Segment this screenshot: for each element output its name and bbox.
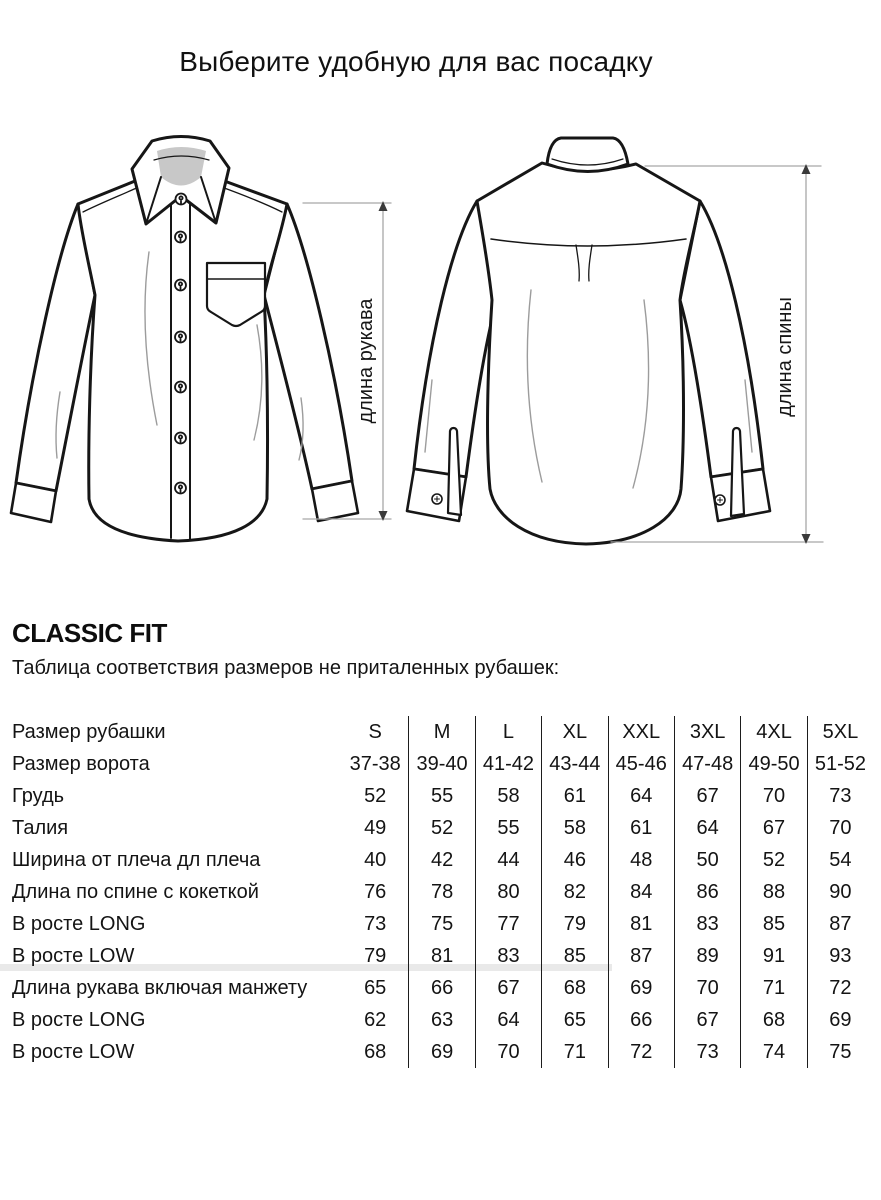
fit-heading: CLASSIC FIT — [12, 618, 167, 648]
size-value-cell: 64 — [475, 1004, 541, 1036]
size-value-cell: 93 — [807, 940, 873, 972]
size-value-cell: 37-38 — [349, 752, 401, 775]
row-label: Длина рукава включая манжету — [12, 976, 308, 999]
size-value-cell: 39-40 — [408, 748, 474, 780]
size-value-cell: 79 — [541, 908, 607, 940]
size-value-cell: 73 — [364, 912, 387, 935]
row-label: В росте LONG — [12, 912, 146, 935]
size-value-cell: 70 — [674, 972, 740, 1004]
size-value-cell: 75 — [807, 1036, 873, 1068]
back-length-label: длина спины — [774, 297, 796, 417]
front-left-cuff — [11, 483, 56, 522]
size-value-cell: 61 — [541, 780, 607, 812]
front-right-cuff — [312, 481, 358, 521]
size-value-cell: XXL — [608, 716, 674, 748]
size-value-cell: M — [408, 716, 474, 748]
page-title: Выберите удобную для вас посадку — [179, 46, 653, 77]
size-value-cell: 87 — [807, 908, 873, 940]
size-value-cell: 40 — [364, 848, 387, 871]
size-value-cell: 70 — [475, 1036, 541, 1068]
size-table — [12, 716, 873, 1068]
table-subtitle: Таблица соответствия размеров не приталенных рубашек: — [12, 657, 560, 679]
size-value-cell: 68 — [364, 1040, 387, 1063]
size-value-cell: 62 — [364, 1008, 387, 1031]
size-value-cell: 83 — [475, 940, 541, 972]
shirt-diagram — [0, 95, 881, 570]
size-value-cell: 85 — [541, 940, 607, 972]
size-value-cell: S — [368, 720, 382, 743]
table-row — [12, 844, 873, 876]
row-label: Размер рубашки — [12, 720, 166, 743]
table-row — [12, 716, 873, 748]
size-value-cell: 74 — [740, 1036, 806, 1068]
table-row — [12, 748, 873, 780]
size-value-cell: 41-42 — [475, 748, 541, 780]
size-value-cell: 89 — [674, 940, 740, 972]
size-value-cell: 75 — [408, 908, 474, 940]
size-value-cell: 79 — [364, 944, 387, 967]
size-value-cell: 42 — [408, 844, 474, 876]
size-value-cell: 63 — [408, 1004, 474, 1036]
size-value-cell: 73 — [807, 780, 873, 812]
size-value-cell: 69 — [807, 1004, 873, 1036]
size-value-cell: 65 — [541, 1004, 607, 1036]
size-value-cell: 49 — [364, 816, 387, 839]
size-value-cell: 76 — [364, 880, 387, 903]
size-value-cell: 80 — [475, 876, 541, 908]
row-label: В росте LOW — [12, 944, 135, 967]
size-value-cell: 77 — [475, 908, 541, 940]
sleeve-length-label: длина рукава — [355, 298, 377, 424]
size-value-cell: 81 — [408, 940, 474, 972]
size-value-cell: 5XL — [807, 716, 873, 748]
row-label: В росте LOW — [12, 1040, 135, 1063]
size-value-cell: 52 — [408, 812, 474, 844]
size-value-cell: 84 — [608, 876, 674, 908]
size-value-cell: 55 — [475, 812, 541, 844]
size-value-cell: 61 — [608, 812, 674, 844]
size-value-cell: 86 — [674, 876, 740, 908]
table-row — [12, 1004, 873, 1036]
table-row — [12, 1036, 873, 1068]
size-value-cell: 67 — [740, 812, 806, 844]
row-label: Размер ворота — [12, 752, 150, 775]
size-value-cell: 46 — [541, 844, 607, 876]
size-value-cell: 66 — [608, 1004, 674, 1036]
size-value-cell: 50 — [674, 844, 740, 876]
shirt-front-drawing — [11, 137, 358, 542]
row-label: В росте LONG — [12, 1008, 146, 1031]
back-collar — [547, 138, 628, 172]
size-value-cell: 67 — [674, 780, 740, 812]
size-value-cell: 48 — [608, 844, 674, 876]
size-value-cell: 58 — [475, 780, 541, 812]
size-value-cell: 71 — [541, 1036, 607, 1068]
size-value-cell: 70 — [740, 780, 806, 812]
size-value-cell: 58 — [541, 812, 607, 844]
size-value-cell: 65 — [364, 976, 387, 999]
size-value-cell: 45-46 — [608, 748, 674, 780]
size-value-cell: 43-44 — [541, 748, 607, 780]
size-value-cell: 54 — [807, 844, 873, 876]
size-value-cell: 68 — [740, 1004, 806, 1036]
size-value-cell: 91 — [740, 940, 806, 972]
size-value-cell: 68 — [541, 972, 607, 1004]
table-row — [12, 780, 873, 812]
size-value-cell: 44 — [475, 844, 541, 876]
size-value-cell: 85 — [740, 908, 806, 940]
size-value-cell: 4XL — [740, 716, 806, 748]
size-value-cell: 81 — [608, 908, 674, 940]
size-value-cell: 87 — [608, 940, 674, 972]
size-value-cell: 88 — [740, 876, 806, 908]
table-row — [12, 940, 873, 972]
size-value-cell: 55 — [408, 780, 474, 812]
size-value-cell: 67 — [475, 972, 541, 1004]
size-value-cell: 51-52 — [807, 748, 873, 780]
size-value-cell: 70 — [807, 812, 873, 844]
back-body — [477, 163, 700, 544]
size-value-cell: 47-48 — [674, 748, 740, 780]
size-value-cell: 3XL — [674, 716, 740, 748]
row-label: Ширина от плеча дл плеча — [12, 848, 261, 871]
row-label: Талия — [12, 816, 69, 839]
size-value-cell: 67 — [674, 1004, 740, 1036]
size-value-cell: 73 — [674, 1036, 740, 1068]
table-row — [12, 972, 873, 1004]
size-value-cell: 82 — [541, 876, 607, 908]
size-value-cell: 66 — [408, 972, 474, 1004]
size-value-cell: 72 — [807, 972, 873, 1004]
size-value-cell: 52 — [364, 784, 387, 807]
size-value-cell: 69 — [408, 1036, 474, 1068]
size-value-cell: 71 — [740, 972, 806, 1004]
size-value-cell: 64 — [608, 780, 674, 812]
shirt-back-drawing — [407, 138, 770, 544]
size-value-cell: 90 — [807, 876, 873, 908]
size-value-cell: XL — [541, 716, 607, 748]
size-value-cell: 64 — [674, 812, 740, 844]
size-value-cell: 69 — [608, 972, 674, 1004]
size-value-cell: 72 — [608, 1036, 674, 1068]
row-label: Грудь — [12, 784, 65, 807]
front-left-sleeve — [16, 204, 95, 491]
size-value-cell: 83 — [674, 908, 740, 940]
table-row — [12, 812, 873, 844]
table-row — [12, 876, 873, 908]
size-value-cell: L — [475, 716, 541, 748]
row-label: Длина по спине с кокеткой — [12, 880, 259, 903]
size-value-cell: 52 — [740, 844, 806, 876]
size-value-cell: 78 — [408, 876, 474, 908]
size-value-cell: 49-50 — [740, 748, 806, 780]
table-row — [12, 908, 873, 940]
